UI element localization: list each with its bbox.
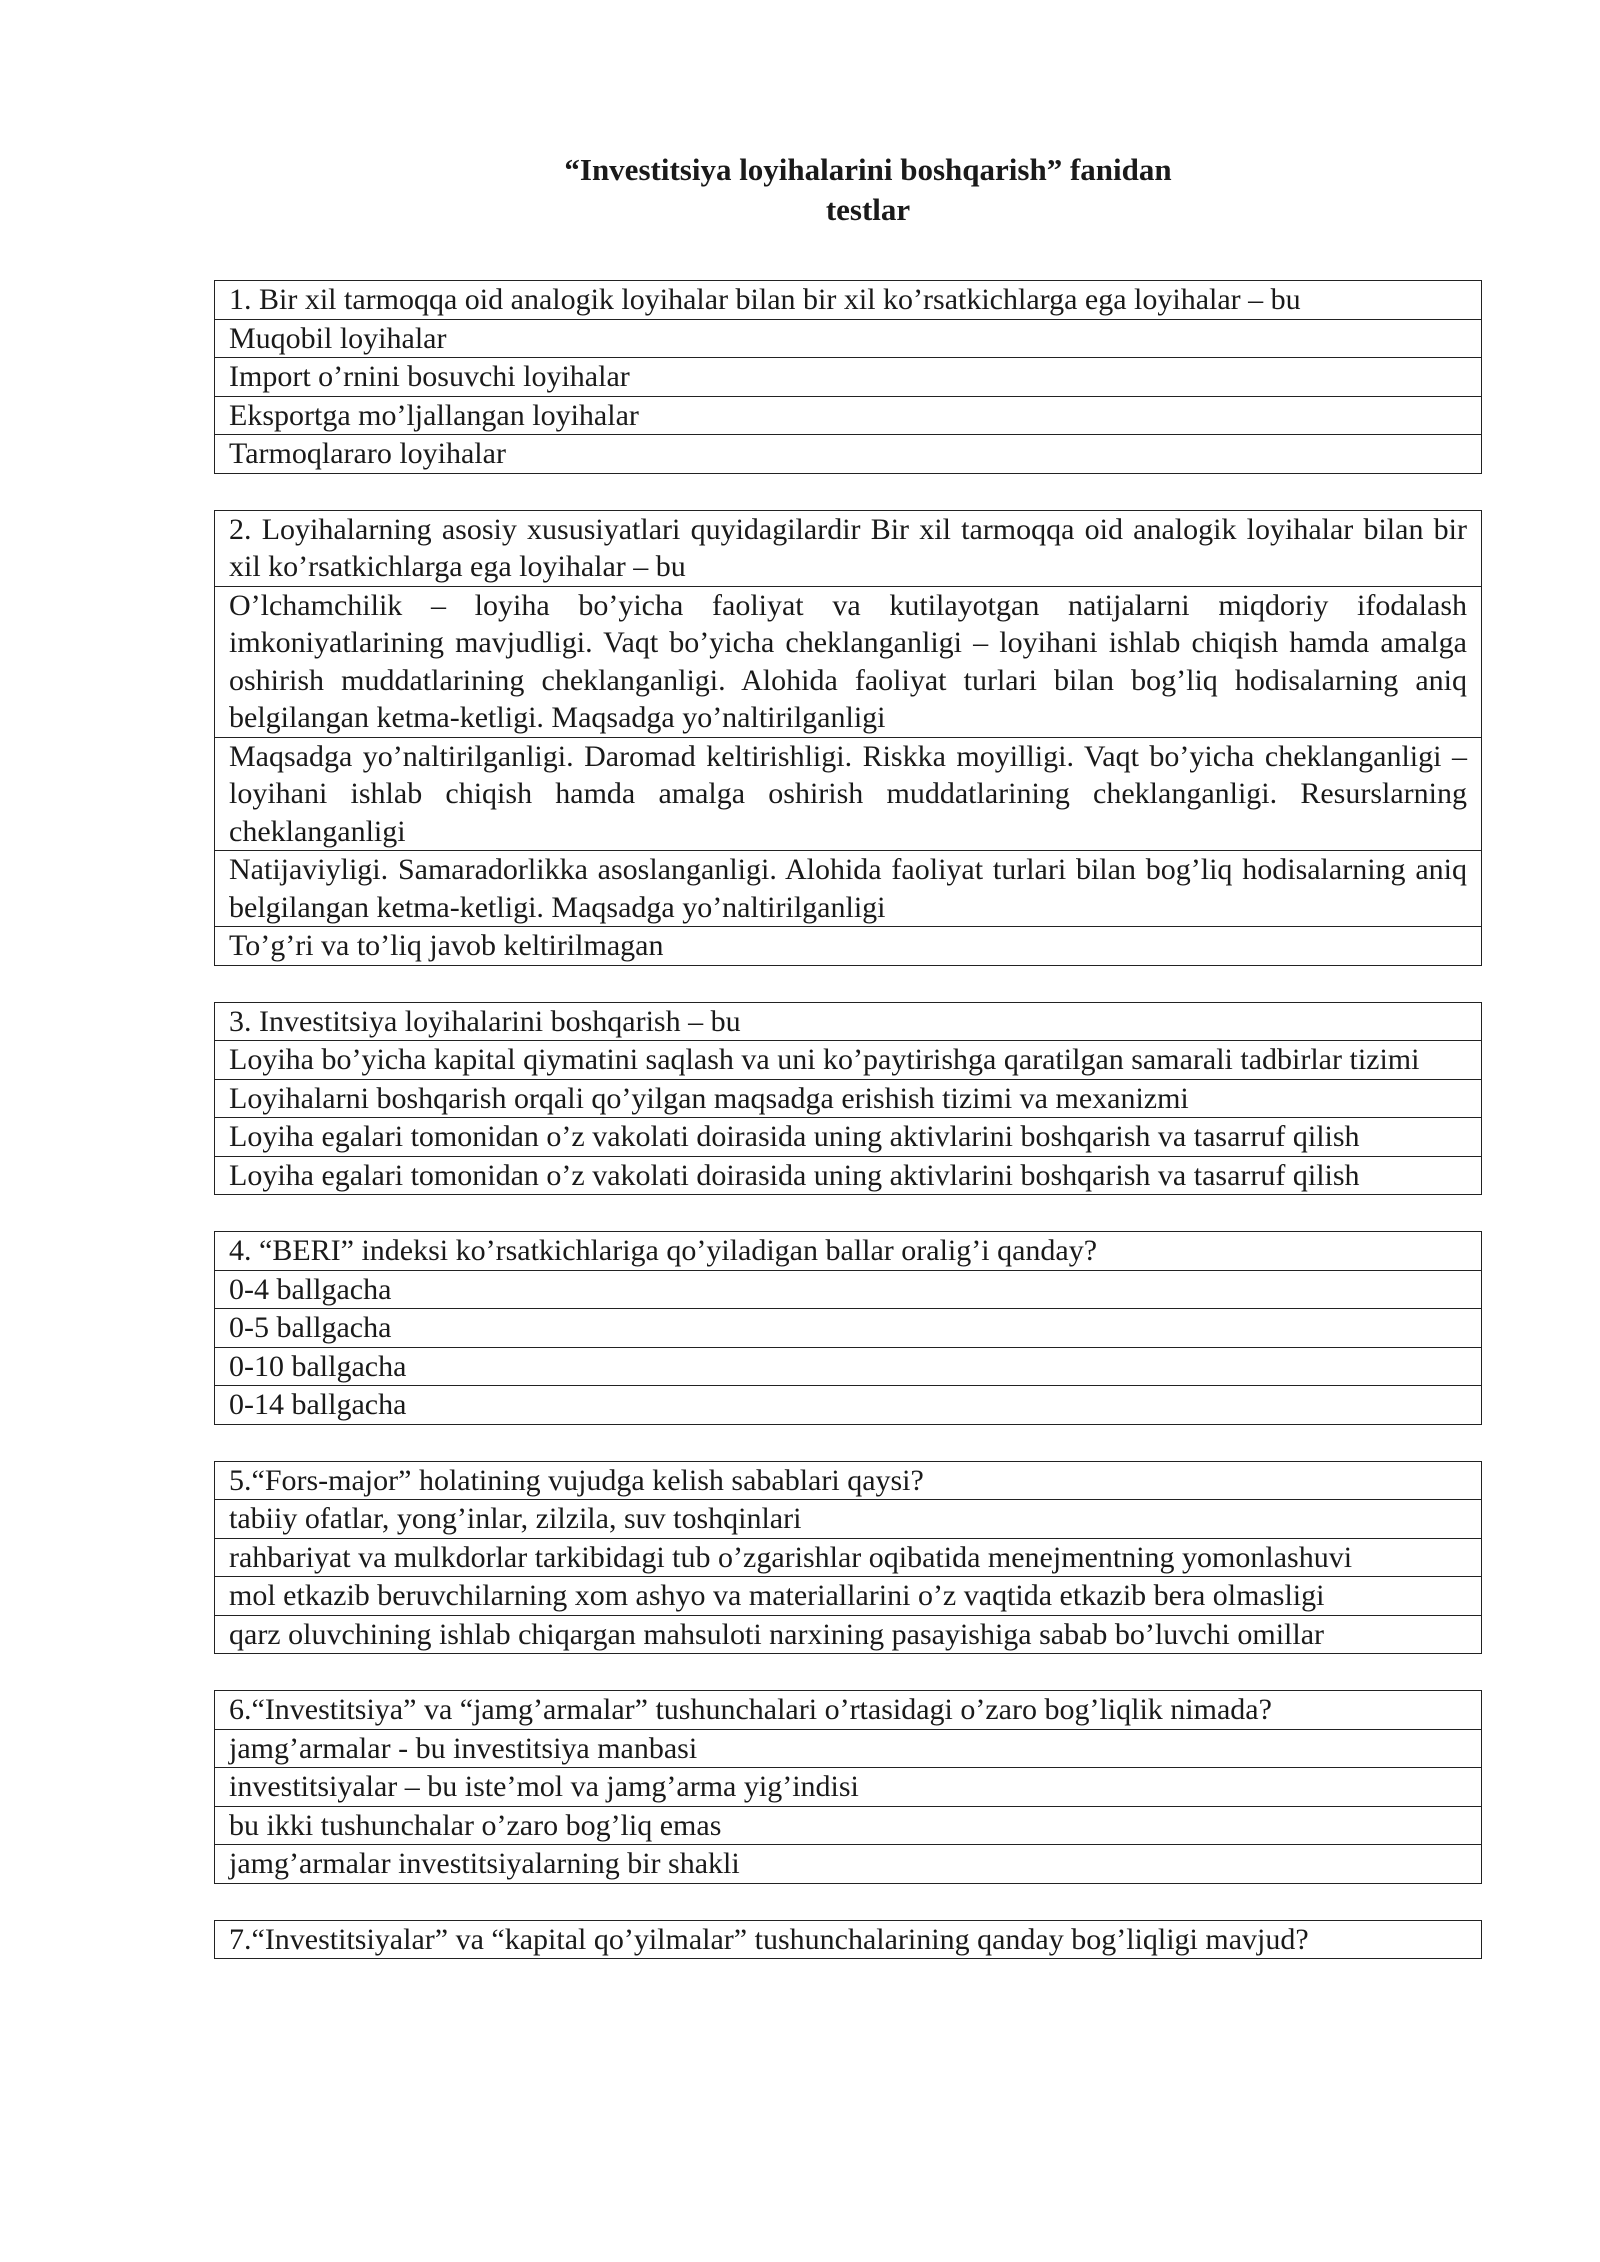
question-block [214,280,1482,474]
answer-option: rahbariyat va mulkdorlar tarkibidagi tub o’zgarishlar oqibatida menejmentning yomonlashuvi [215,1538,1481,1577]
answer-option: Loyiha bo’yicha kapital qiymatini saqlash va uni ko’paytirishga qaratilgan samarali tadbirlar tizimi [215,1040,1481,1079]
document-title [0,150,1600,230]
answer-option: jamg’armalar investitsiyalarning bir shakli [215,1844,1481,1883]
answer-option: Tarmoqlararo loyihalar [215,434,1481,473]
question-text: 2. Loyihalarning asosiy xususiyatlari quyidagilardir Bir xil tarmoqqa oid analogik loyihalar bilan bir xil ko’rsatkichlarga ega loyihalar – bu [229,512,1467,583]
question-block [214,1920,1482,1960]
question-text: 4. “BERI” indeksi ko’rsatkichlariga qo’yiladigan ballar oralig’i qanday? [229,1234,1098,1267]
answer-option: Loyiha egalari tomonidan o’z vakolati doirasida uning aktivlarini boshqarish va tasarruf qilish [215,1156,1481,1195]
question-block [214,1231,1482,1425]
answer-option: qarz oluvchining ishlab chiqargan mahsuloti narxining pasayishiga sabab bo’luvchi omillar [215,1615,1481,1654]
answer-option: Eksportga mo’ljallangan loyihalar [215,396,1481,435]
answer-option: To’g’ri va to’liq javob keltirilmagan [215,926,1481,965]
answer-option: bu ikki tushunchalar o’zaro bog’liq emas [215,1806,1481,1845]
question-text: 3. Investitsiya loyihalarini boshqarish – bu [229,1004,741,1038]
answer-option: 0-14 ballgacha [215,1385,1481,1424]
answer-option: Loyihalarni boshqarish orqali qo’yilgan maqsadga erishish tizimi va mexanizmi [215,1079,1481,1118]
answer-option: Import o’rnini bosuvchi loyihalar [215,357,1481,396]
question-text: 6.“Investitsiya” va “jamg’armalar” tushunchalari o’rtasidagi o’zaro bog’liqlik nimada? [229,1693,1272,1726]
title-line-1: “Investitsiya loyihalarini boshqarish” fanidan [564,152,1172,187]
answer-option: jamg’armalar - bu investitsiya manbasi [215,1729,1481,1768]
question-block [214,510,1482,966]
answer-option: 0-4 ballgacha [215,1270,1481,1309]
question-list [214,280,1482,1995]
answer-option: 0-10 ballgacha [215,1347,1481,1386]
answer-option: Muqobil loyihalar [215,319,1481,358]
question-block [214,1461,1482,1655]
answer-option: Maqsadga yo’naltirilganligi. Daromad keltirishligi. Riskka moyilligi. Vaqt bo’yicha cheklanganligi – loyihani ishlab chiqish hamda amalga oshirish muddatlarining cheklanganligi. Resurslarning cheklanganligi [215,737,1481,851]
answer-option: O’lchamchilik – loyiha bo’yicha faoliyat va kutilayotgan natijalarni miqdoriy ifodalash imkoniyatlarining mavjudligi. Vaqt bo’yicha cheklanganligi – loyihani ishlab chiqish hamda amalga oshirish muddatlarining cheklanganligi. Alohida faoliyat turlari bilan bog’liq hodisalarning aniq belgilangan ketma-ketligi. Maqsadga yo’naltirilganligi [215,586,1481,737]
answer-option: mol etkazib beruvchilarning xom ashyo va materiallarini o’z vaqtida etkazib bera olmasligi [215,1576,1481,1615]
answer-option: Natijaviyligi. Samaradorlikka asoslanganligi. Alohida faoliyat turlari bilan bog’liq hodisalarning aniq belgilangan ketma-ketligi. Maqsadga yo’naltirilganligi [215,850,1481,926]
title-line-2: testlar [825,192,911,227]
question-text: 5.“Fors-major” holatining vujudga kelish sabablari qaysi? [229,1463,924,1497]
question-text: 7.“Investitsiyalar” va “kapital qo’yilmalar” tushunchalarining qanday bog’liqligi mavjud? [229,1922,1309,1956]
question-block [214,1002,1482,1196]
answer-option: investitsiyalar – bu iste’mol va jamg’arma yig’indisi [215,1767,1481,1806]
question-block [214,1690,1482,1884]
question-text: 1. Bir xil tarmoqqa oid analogik loyihalar bilan bir xil ko’rsatkichlarga ega loyihalar – bu [229,283,1301,316]
answer-option: 0-5 ballgacha [215,1308,1481,1347]
answer-option: Loyiha egalari tomonidan o’z vakolati doirasida uning aktivlarini boshqarish va tasarruf qilish [215,1117,1481,1156]
answer-option: tabiiy ofatlar, yong’inlar, zilzila, suv toshqinlari [215,1499,1481,1538]
